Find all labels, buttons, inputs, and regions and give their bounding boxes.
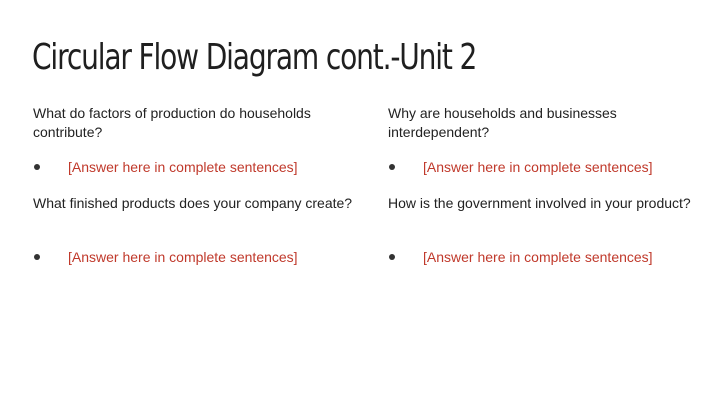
answer-bullet-row [388,248,718,267]
question-interdependent: Why are households and businesses interdependent? [388,105,617,140]
bullet-icon [389,164,395,170]
answer-bullet-row [33,248,363,267]
question-finished-products: What finished products does your company create? [33,195,353,211]
answer-placeholder[interactable]: [Answer here in complete sentences] [423,159,653,175]
question-government-involvement: How is the government involved in your product? [388,195,691,211]
right-column [388,104,718,267]
answer-placeholder[interactable]: [Answer here in complete sentences] [423,249,653,265]
slide-title: Circular Flow Diagram cont.-Unit 2 [32,37,477,78]
question-factors-of-production: What do factors of production do households contribute? [33,105,311,140]
bullet-icon [34,164,40,170]
bullet-icon [389,254,395,260]
left-column [33,104,363,267]
answer-placeholder[interactable]: [Answer here in complete sentences] [68,249,298,265]
answer-bullet-row [388,158,718,177]
bullet-icon [34,254,40,260]
answer-bullet-row [33,158,363,177]
answer-placeholder[interactable]: [Answer here in complete sentences] [68,159,298,175]
